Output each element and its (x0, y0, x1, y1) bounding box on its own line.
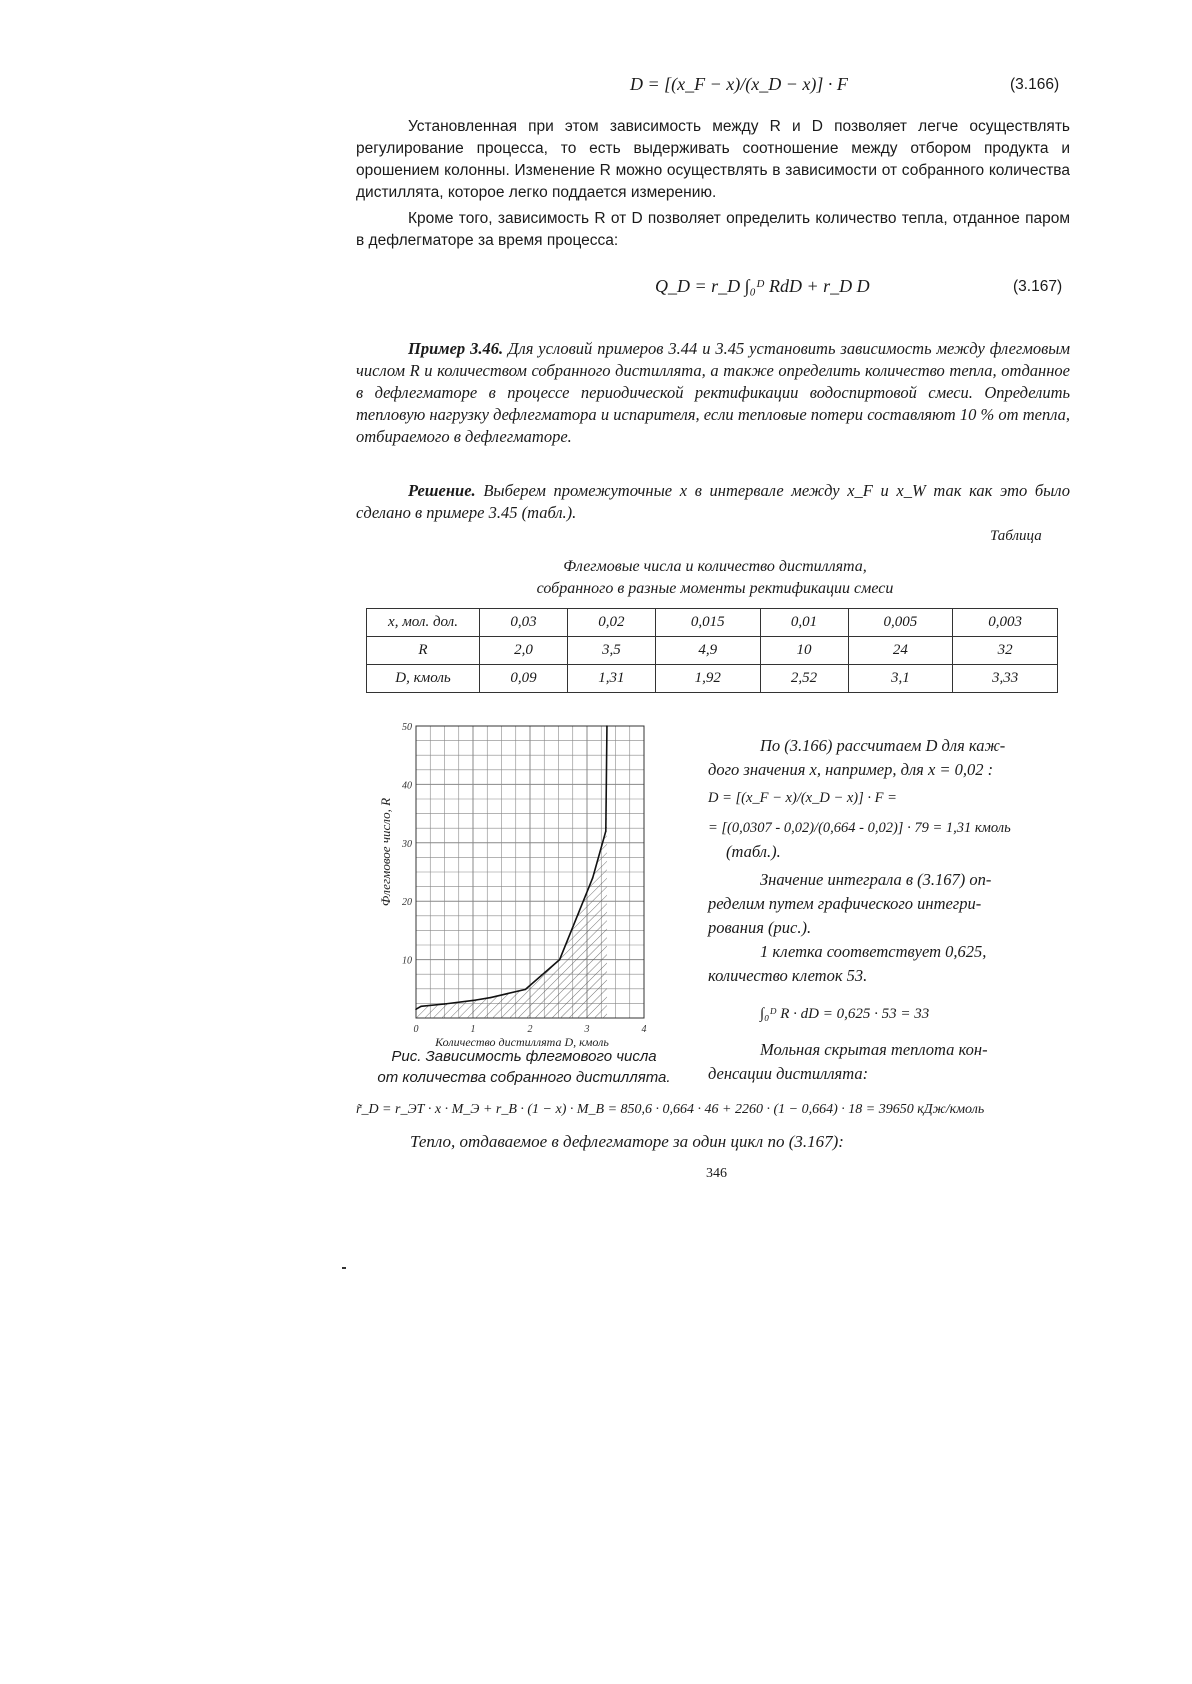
latent-heat-equation: r̃_D = r_ЭТ · x · M_Э + r_В · (1 − x) · M_В = 850,6 · 0,664 · 46 + 2260 · (1 − 0,664) · 18 = 39650 кДж/кмоль (356, 1102, 985, 1117)
table-cell: 0,003 (953, 609, 1058, 637)
figure-caption-line-1: Рис. Зависимость флегмового числа (391, 1048, 657, 1065)
solution-block (356, 480, 1070, 524)
table-cell: 2,52 (760, 665, 848, 693)
y-tick-label: 40 (402, 780, 412, 792)
table-cell: 32 (953, 637, 1058, 665)
calc-equation-2: = [(0,0307 - 0,02)/(0,664 - 0,02)] · 79 = 1,31 кмоль (708, 820, 1011, 836)
table-cell: 10 (760, 637, 848, 665)
figure-caption (354, 1046, 694, 1088)
table-cell: 0,01 (760, 609, 848, 637)
latent-line-2: денсации дистиллята: (708, 1064, 869, 1083)
formula-3166: D = [(x_F − x)/(x_D − x)] · F (630, 74, 848, 94)
formula-3167: Q_D = r_D ∫₀ᴰ RdD + r_D D (655, 276, 870, 296)
table-cell: 0,09 (480, 665, 568, 693)
x-tick-label: 1 (470, 1024, 476, 1035)
table-cell: 4,9 (655, 637, 760, 665)
data-point (605, 830, 607, 832)
chart-svg (368, 718, 668, 1048)
table-cell: 1,92 (655, 665, 760, 693)
y-tick-label: 10 (402, 955, 412, 967)
scan-mark (342, 1267, 346, 1269)
data-point (415, 1008, 417, 1010)
table-cell: 0,005 (848, 609, 953, 637)
table-label: Таблица (990, 528, 1042, 544)
table-row (367, 637, 1058, 665)
table-row-header: R (367, 637, 480, 665)
data-table (366, 608, 1058, 693)
y-axis-label: Флегмовое число, R (378, 797, 393, 907)
data-point (606, 725, 608, 727)
table-title (360, 556, 1070, 600)
data-point (490, 997, 492, 999)
cell-line-1: 1 клетка соответствует 0,625, (760, 942, 987, 961)
table-row-header: x, мол. дол. (367, 609, 480, 637)
integral-line-1: Значение интеграла в (3.167) оп- (760, 870, 992, 889)
x-tick-label: 3 (584, 1024, 590, 1035)
heat-line: Тепло, отдаваемое в дефлегматоре за один цикл по (3.167): (410, 1132, 844, 1151)
data-point (444, 1003, 446, 1005)
data-point (420, 1006, 422, 1008)
data-point (559, 959, 561, 961)
solution-text: Выберем промежуточные x в интервале между x_F и x_W так как это было сделано в примере 3.45 (табл.). (356, 481, 1071, 522)
y-tick-label: 50 (402, 722, 412, 733)
table-cell: 0,03 (480, 609, 568, 637)
calc-equation-1: D = [(x_F − x)/(x_D − x)] · F = (708, 790, 897, 806)
solution-lead: Решение. (408, 481, 476, 500)
equation-number-3167: (3.167) (1013, 278, 1063, 295)
table-cell: 3,5 (567, 637, 655, 665)
table-cell: 2,0 (480, 637, 568, 665)
table-row (367, 665, 1058, 693)
chart (368, 718, 668, 1048)
page-number: 346 (706, 1166, 727, 1181)
y-tick-label: 20 (402, 897, 412, 909)
example-block (356, 338, 1070, 448)
latent-line-1: Мольная скрытая теплота кон- (760, 1040, 988, 1059)
calc-intro-line-1: По (3.166) рассчитаем D для каж- (760, 736, 1006, 755)
table-cell: 24 (848, 637, 953, 665)
integral-line-2: ределим путем графического интегри- (708, 894, 982, 913)
integral-equation: ∫₀ᴰ R · dD = 0,625 · 53 = 33 (760, 1006, 930, 1022)
right-column (708, 734, 1074, 1086)
table-cell: 3,33 (953, 665, 1058, 693)
table-cell: 0,02 (567, 609, 655, 637)
example-lead: Пример 3.46. (408, 339, 504, 358)
calc-intro-line-2: дого значения x, например, для x = 0,02 : (708, 760, 994, 779)
x-tick-label: 2 (527, 1024, 533, 1035)
cell-line-2: количество клеток 53. (708, 966, 868, 985)
table-title-line-2: собранного в разные моменты ректификации смеси (536, 580, 894, 597)
table-cell: 0,015 (655, 609, 760, 637)
figure-caption-line-2: от количества собранного дистиллята. (377, 1069, 671, 1086)
data-point (525, 989, 527, 991)
data-point (592, 877, 594, 879)
x-tick-label: 4 (641, 1024, 647, 1035)
x-tick-label: 0 (413, 1024, 419, 1035)
data-point (472, 1000, 474, 1002)
table-row (367, 609, 1058, 637)
paragraph-2: Кроме того, зависимость R от D позволяет определить количество тепла, отданное паром в дефлегматоре за время процесса: (356, 210, 1070, 249)
table-cell: 3,1 (848, 665, 953, 693)
y-tick-label: 30 (402, 838, 412, 850)
x-axis-label: Количество дистиллята D, кмоль (435, 1035, 609, 1048)
table-title-line-1: Флегмовые числа и количество дистиллята, (563, 558, 867, 575)
equation-number-3166: (3.166) (1010, 76, 1060, 93)
example-text: Для условий примеров 3.44 и 3.45 установить зависимость между флегмовым числом R и количеством собранного дистиллята, а также определить количество тепла, отданное в дефлегматоре в процессе периодической ректификации водоспиртовой смеси. Определить тепловую нагрузку дефлегматора и испарителя, если тепловые потери составляют 10 % от тепла, отбираемого в дефлегматоре. (356, 339, 1071, 446)
table-cell: 1,31 (567, 665, 655, 693)
calc-reference: (табл.). (726, 842, 781, 861)
integral-line-3: рования (рис.). (708, 918, 812, 937)
table-row-header: D, кмоль (367, 665, 480, 693)
paragraph-1: Установленная при этом зависимость между R и D позволяет легче осуществлять регулирование процесса, то есть выдерживать соотношение между отбором продукта и орошением колонны. Изменение R можно осуществлять в зависимости от собранного количества дистиллята, которое легко поддается измерению. (356, 118, 1070, 201)
